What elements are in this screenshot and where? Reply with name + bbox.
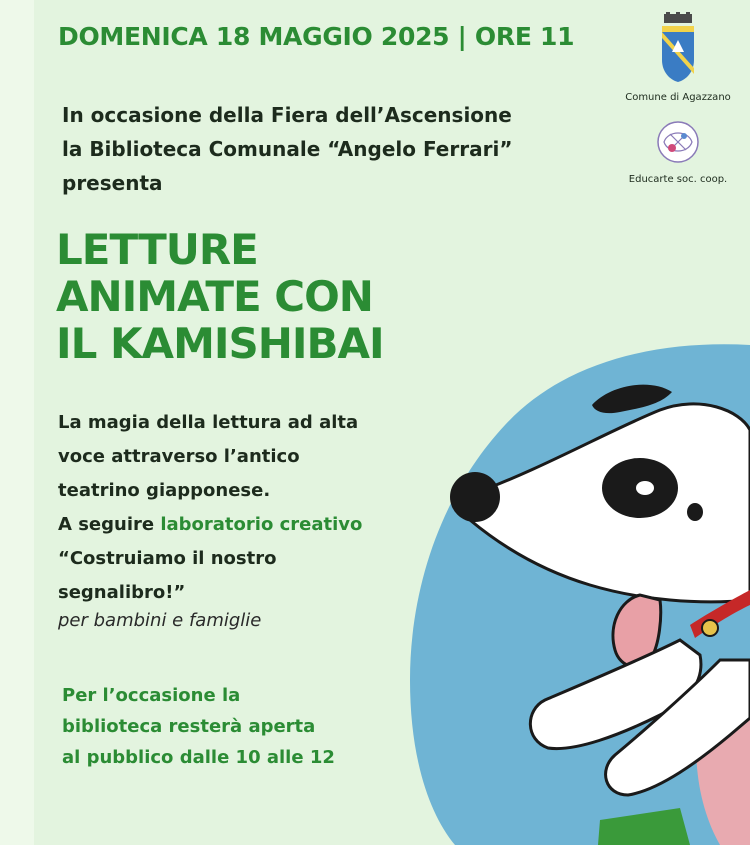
note-line: al pubblico dalle 10 alle 12	[62, 747, 335, 768]
title-line: IL KAMISHIBAI	[56, 319, 384, 368]
dog-collar-tag	[702, 620, 718, 636]
educarte-logo-block	[612, 120, 744, 185]
coat-of-arms-icon	[658, 12, 698, 84]
educarte-label: Educarte soc. coop.	[628, 174, 728, 185]
note-line: Per l’occasione la	[62, 685, 241, 706]
description-line: teatrino giapponese.	[58, 480, 271, 501]
dog-eye	[636, 481, 654, 495]
workshop-highlight: laboratorio creativo	[160, 514, 363, 535]
comune-logo-block	[612, 12, 744, 103]
event-title	[56, 226, 384, 367]
note-line: biblioteca resterà aperta	[62, 716, 316, 737]
title-line: LETTURE	[56, 225, 258, 274]
intro-line: la Biblioteca Comunale “Angelo Ferrari”	[62, 137, 513, 161]
description-line: voce attraverso l’antico	[58, 446, 300, 467]
intro-line: In occasione della Fiera dell’Ascensione	[62, 103, 512, 127]
educarte-logo-icon	[654, 120, 702, 164]
comune-label: Comune di Agazzano	[625, 92, 731, 103]
description-prefix: A seguire	[58, 514, 161, 535]
title-line: ANIMATE CON	[56, 272, 373, 321]
description-line	[58, 508, 362, 542]
opening-hours-note	[62, 680, 335, 773]
intro-text	[62, 98, 512, 200]
description-line: segnalibro!”	[58, 582, 186, 603]
dog-nose	[450, 472, 500, 522]
event-date-time: DOMENICA 18 MAGGIO 2025 | ORE 11	[58, 22, 575, 51]
dog-eye-right	[687, 503, 703, 521]
description-line: La magia della lettura ad alta	[58, 412, 359, 433]
event-description	[58, 406, 362, 610]
intro-line: presenta	[62, 171, 163, 195]
description-line: “Costruiamo il nostro	[58, 548, 277, 569]
audience-text: per bambini e famiglie	[58, 610, 262, 631]
